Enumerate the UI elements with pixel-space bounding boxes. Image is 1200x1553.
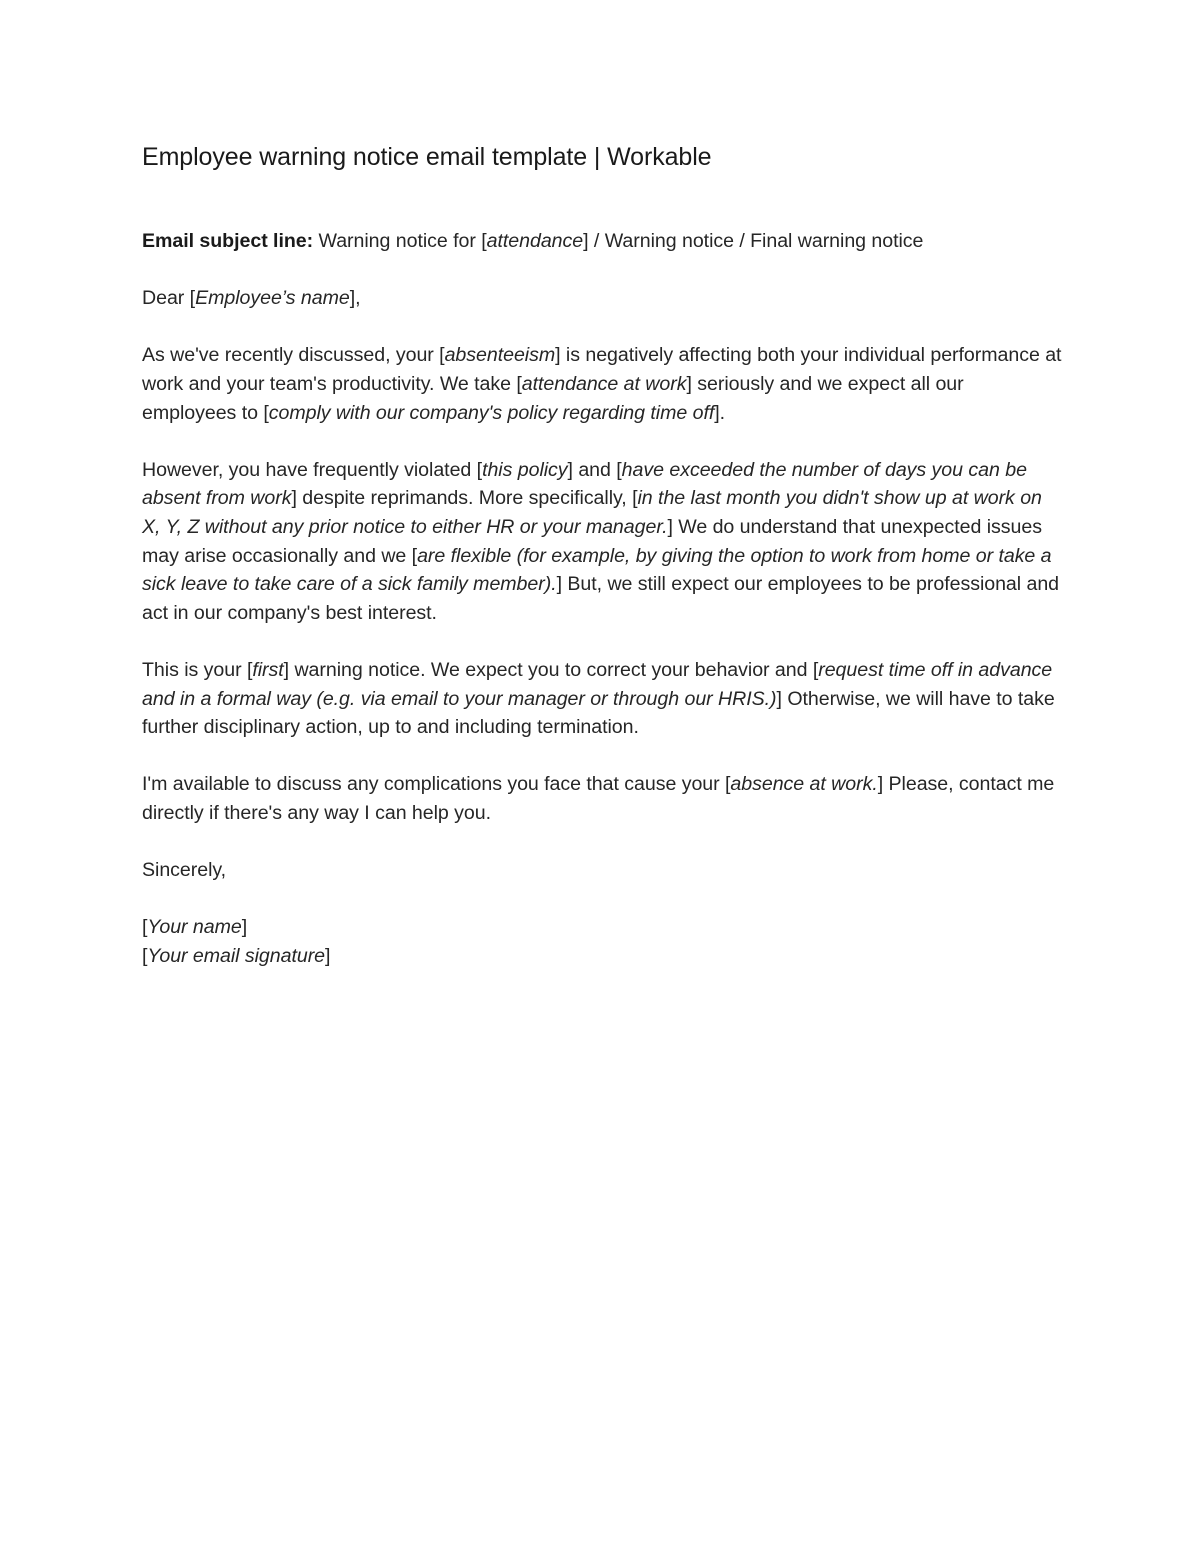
greeting-post: ],: [349, 287, 361, 310]
p4-text-1: I'm available to discuss any complications you face that cause your [: [142, 773, 731, 796]
subject-text-post: ] / Warning notice / Final warning notice: [583, 230, 924, 252]
sig-email-post: ]: [325, 944, 331, 967]
sig-name-placeholder: Your name: [147, 916, 242, 939]
signature-email: [142, 942, 1062, 971]
paragraph-violations: [142, 456, 1062, 628]
p2-text-5: ] But, we still expect our employees to be professional and act in our company's best interest.: [142, 573, 1060, 624]
closing: Sincerely,: [142, 859, 227, 882]
signature-name: [142, 913, 1062, 942]
p4-placeholder-1: absence at work.: [730, 773, 878, 796]
p1-text-4: ].: [714, 401, 726, 424]
p1-text-3: ] seriously and we expect all our employees to [: [142, 372, 964, 424]
email-subject-line: [142, 227, 1062, 256]
p1-placeholder-1: absenteeism: [444, 344, 556, 367]
p1-placeholder-3: comply with our company's policy regarding time off: [268, 401, 715, 424]
p2-text-3: ] despite reprimands. More specifically, [: [291, 487, 638, 510]
greeting-placeholder: Employee’s name: [195, 287, 350, 310]
p3-placeholder-1: first: [252, 658, 284, 681]
paragraph-availability: [142, 770, 1062, 827]
paragraph-warning: [142, 656, 1062, 742]
p3-text-2: ] warning notice. We expect you to correct your behavior and [: [283, 658, 819, 681]
p2-placeholder-3: in the last month you didn't show up at work on X, Y, Z without any prior notice to either HR or your manager.: [142, 487, 1042, 538]
document-content: [142, 140, 1062, 970]
subject-label: Email subject line:: [142, 230, 314, 252]
p2-placeholder-2: have exceeded the number of days you can be absent from work: [142, 458, 1027, 510]
p1-text-2: ] is negatively affecting both your individual performance at work and your team's productivity. We take [: [142, 344, 1062, 395]
p4-text-2: ] Please, contact me directly if there's any way I can help you.: [142, 773, 1055, 824]
p3-text-3: ] Otherwise, we will have to take further disciplinary action, up to and including termination.: [142, 687, 1055, 739]
greeting: [142, 284, 1062, 313]
p2-text-4: ] We do understand that unexpected issues may arise occasionally and we [: [142, 515, 1042, 567]
sig-name-post: ]: [241, 916, 248, 939]
p3-placeholder-2: request time off in advance and in a formal way (e.g. via email to your manager or through our HRIS.): [142, 658, 1053, 710]
document-title: Employee warning notice email template | Workable: [142, 143, 712, 171]
p2-placeholder-4: are flexible (for example, by giving the option to work from home or take a sick leave to take care of a sick family member).: [142, 544, 1052, 596]
sig-email-placeholder: Your email signature: [147, 944, 326, 967]
p2-text-1: However, you have frequently violated [: [142, 458, 483, 481]
subject-text-pre: Warning notice for [: [313, 230, 487, 252]
p1-text-1: As we've recently discussed, your [: [142, 344, 445, 367]
p2-placeholder-1: this policy: [482, 458, 568, 481]
p2-text-2: ] and [: [567, 458, 622, 481]
p3-text-1: This is your [: [142, 658, 253, 681]
sig-email-pre: [: [142, 944, 148, 967]
greeting-pre: Dear [: [142, 287, 196, 310]
sig-name-pre: [: [142, 916, 148, 939]
subject-placeholder: attendance: [486, 230, 584, 252]
paragraph-absenteeism: [142, 341, 1062, 427]
p1-placeholder-2: attendance at work: [521, 372, 687, 395]
